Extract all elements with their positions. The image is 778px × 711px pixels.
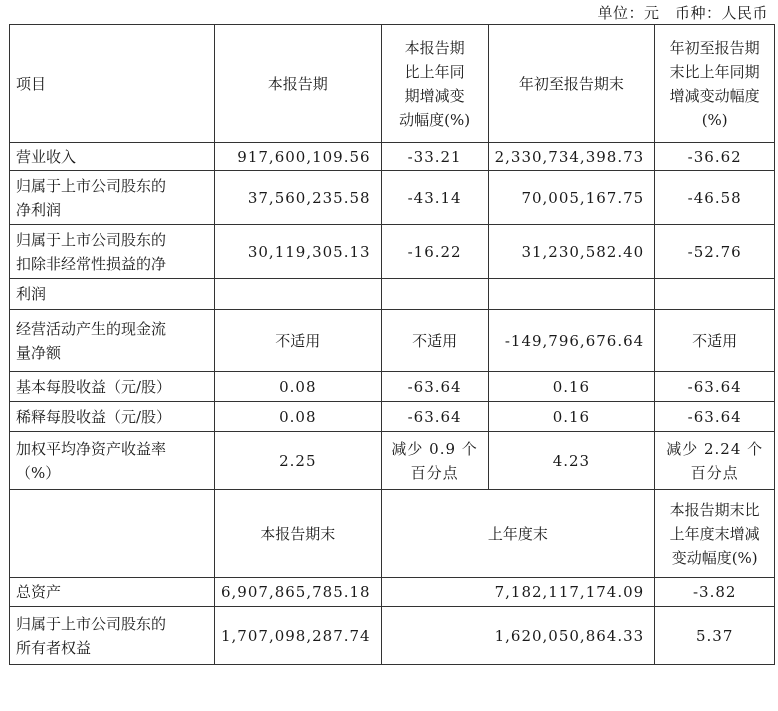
- row-label: 总资产: [10, 578, 215, 607]
- table-row: [10, 432, 775, 490]
- row-label: 营业收入: [10, 143, 215, 171]
- financial-data-table: [9, 24, 775, 665]
- row-label: 稀释每股收益（元/股）: [10, 402, 215, 432]
- cell-ytd: [488, 279, 655, 310]
- cell-period-end: 1,707,098,287.74: [215, 607, 382, 665]
- cell-ytd: 2,330,734,398.73: [488, 143, 655, 171]
- cell-current: 30,119,305.13: [215, 225, 382, 279]
- cell-current: 0.08: [215, 402, 382, 432]
- cell-current-change: -63.64: [381, 372, 488, 402]
- cell-period-end: 6,907,865,785.18: [215, 578, 382, 607]
- header-ytd: 年初至报告期末: [488, 25, 655, 143]
- row-label: 归属于上市公司股东的 扣除非经常性损益的净: [10, 225, 215, 279]
- cell-balance-change: -3.82: [655, 578, 775, 607]
- cell-ytd-change: -46.58: [655, 171, 775, 225]
- header-current-period: 本报告期: [215, 25, 382, 143]
- row-label: 利润: [10, 279, 215, 310]
- row-label: 加权平均净资产收益率 （%）: [10, 432, 215, 490]
- cell-current: 37,560,235.58: [215, 171, 382, 225]
- cell-current-change: 不适用: [381, 310, 488, 372]
- row-label: 归属于上市公司股东的 所有者权益: [10, 607, 215, 665]
- cell-current-change: -33.21: [381, 143, 488, 171]
- cell-ytd-change: -63.64: [655, 402, 775, 432]
- cell-ytd-change: 不适用: [655, 310, 775, 372]
- cell-ytd: -149,796,676.64: [488, 310, 655, 372]
- cell-current-change: 减少 0.9 个 百分点: [381, 432, 488, 490]
- table-row: [10, 225, 775, 279]
- cell-current: 2.25: [215, 432, 382, 490]
- table-row: [10, 607, 775, 665]
- table-row: [10, 372, 775, 402]
- header-blank: [10, 490, 215, 578]
- header-period-end: 本报告期末: [215, 490, 382, 578]
- cell-ytd: 31,230,582.40: [488, 225, 655, 279]
- row-label: 基本每股收益（元/股）: [10, 372, 215, 402]
- table-row: [10, 310, 775, 372]
- cell-ytd: 0.16: [488, 372, 655, 402]
- cell-balance-change: 5.37: [655, 607, 775, 665]
- header-prior-year-end: 上年度末: [381, 490, 655, 578]
- cell-current: 不适用: [215, 310, 382, 372]
- row-label: 归属于上市公司股东的 净利润: [10, 171, 215, 225]
- cell-ytd: 0.16: [488, 402, 655, 432]
- table-row: [10, 143, 775, 171]
- cell-ytd-change: -52.76: [655, 225, 775, 279]
- cell-current-change: -16.22: [381, 225, 488, 279]
- header-row: [10, 25, 775, 143]
- table-row: [10, 402, 775, 432]
- table-row: [10, 279, 775, 310]
- cell-current: [215, 279, 382, 310]
- cell-current-change: [381, 279, 488, 310]
- cell-prior-year-end: 1,620,050,864.33: [381, 607, 655, 665]
- row-label: 经营活动产生的现金流 量净额: [10, 310, 215, 372]
- unit-currency-note: 单位：元 币种：人民币: [597, 4, 768, 22]
- cell-ytd-change: -36.62: [655, 143, 775, 171]
- cell-ytd: 4.23: [488, 432, 655, 490]
- header-current-change: 本报告期 比上年同 期增减变 动幅度(%): [381, 25, 488, 143]
- table-row: [10, 578, 775, 607]
- cell-ytd: 70,005,167.75: [488, 171, 655, 225]
- cell-current: 0.08: [215, 372, 382, 402]
- cell-current-change: -63.64: [381, 402, 488, 432]
- cell-ytd-change: [655, 279, 775, 310]
- header-item: 项目: [10, 25, 215, 143]
- header-ytd-change: 年初至报告期 末比上年同期 增减变动幅度 (%): [655, 25, 775, 143]
- cell-ytd-change: 减少 2.24 个 百分点: [655, 432, 775, 490]
- header-row-balance: [10, 490, 775, 578]
- cell-current-change: -43.14: [381, 171, 488, 225]
- table-row: [10, 171, 775, 225]
- cell-ytd-change: -63.64: [655, 372, 775, 402]
- cell-current: 917,600,109.56: [215, 143, 382, 171]
- header-balance-change: 本报告期末比 上年度末增减 变动幅度(%): [655, 490, 775, 578]
- cell-prior-year-end: 7,182,117,174.09: [381, 578, 655, 607]
